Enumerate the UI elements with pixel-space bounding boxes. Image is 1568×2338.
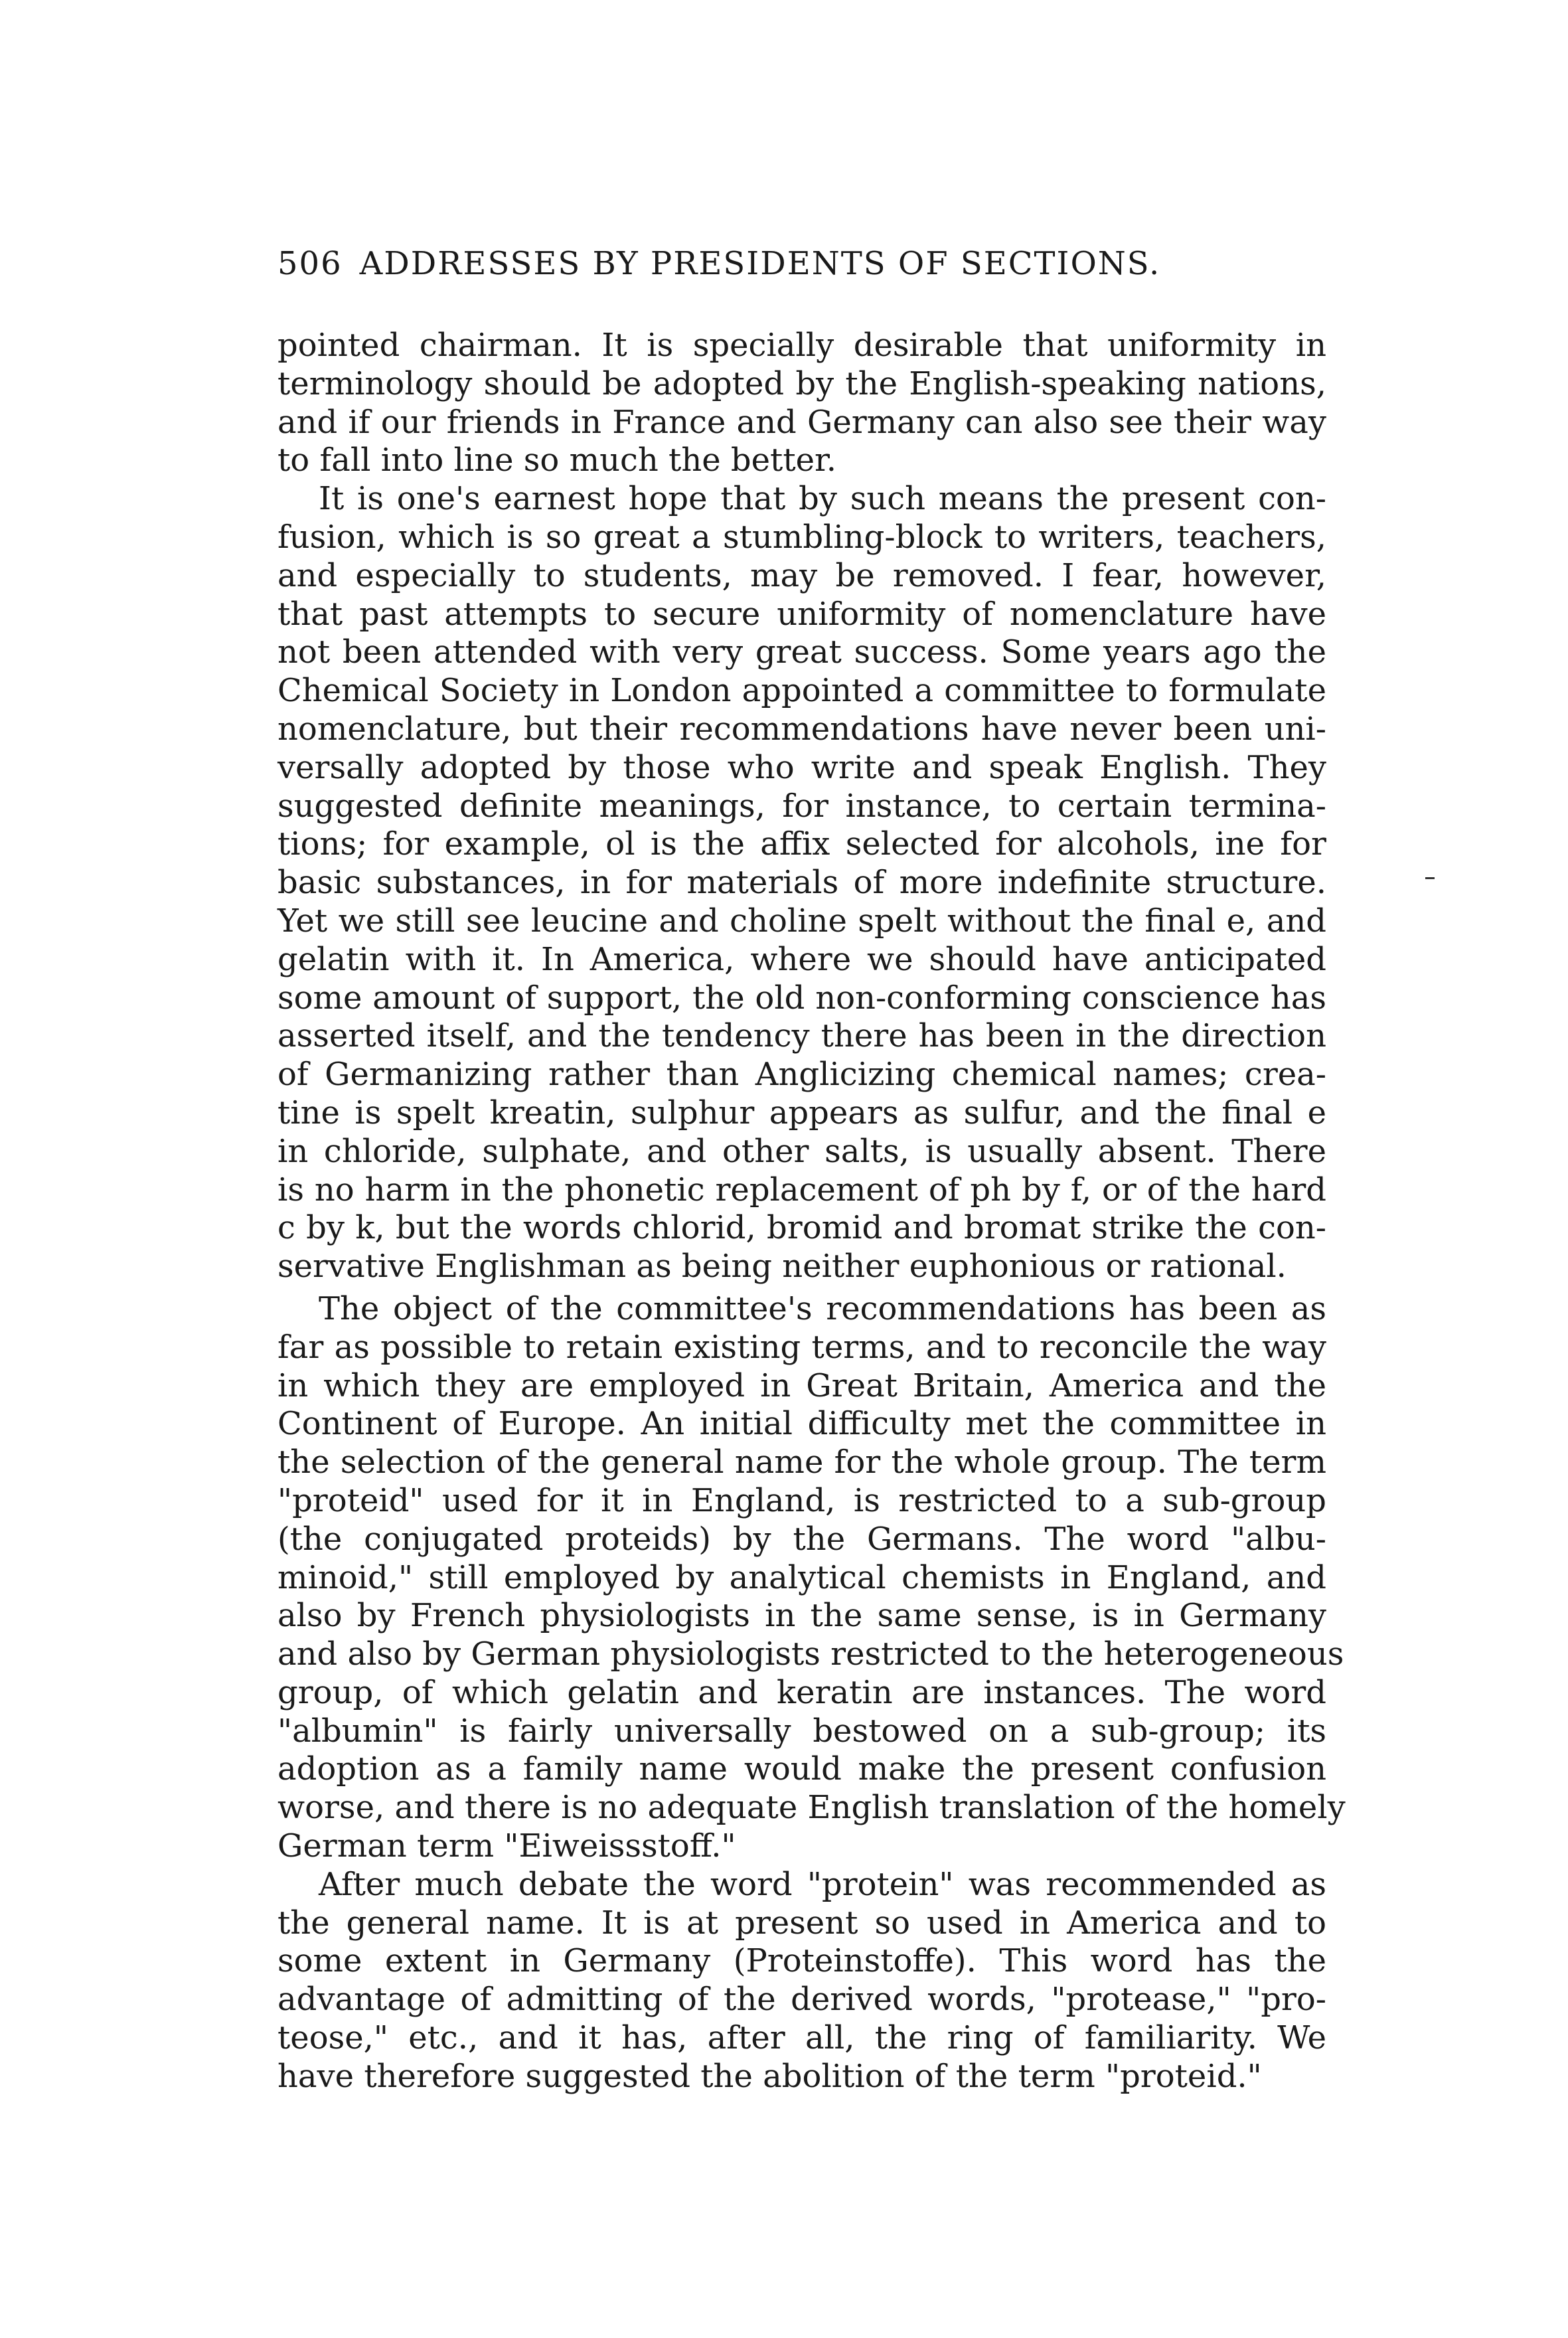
text-line: c by k, but the words chlorid, bromid and bromat strike the con-: [277, 1209, 1326, 1247]
text-line: servative Englishman as being neither euphonious or rational.: [277, 1248, 1287, 1286]
text-line: basic substances, in for materials of more indefinite structure.: [277, 864, 1326, 902]
text-line: It is one's earnest hope that by such means the present con-: [319, 480, 1326, 518]
text-line: suggested definite meanings, for instance, to certain termina-: [277, 787, 1326, 825]
text-line: some extent in Germany (Proteinstoffe). This word has the: [277, 1942, 1326, 1980]
text-line: have therefore suggested the abolition of the term "proteid.": [277, 2057, 1262, 2095]
body-text: [277, 327, 1346, 2096]
text-line: Continent of Europe. An initial difficulty met the committee in: [277, 1405, 1326, 1443]
text-line: in chloride, sulphate, and other salts, is usually absent. There: [277, 1132, 1326, 1170]
text-line: in which they are employed in Great Britain, America and the: [277, 1367, 1326, 1404]
text-line: is no harm in the phonetic replacement of ph by f, or of the hard: [277, 1171, 1326, 1209]
text-line: tine is spelt kreatin, sulphur appears as sulfur, and the final e: [277, 1094, 1326, 1131]
running-head: [277, 244, 1326, 284]
text-line: adoption as a family name would make the present confusion: [277, 1750, 1326, 1788]
text-line: and if our friends in France and Germany can also see their way: [277, 403, 1326, 441]
text-line: (the conjugated proteids) by the Germans. The word "albu-: [277, 1520, 1326, 1558]
text-line: The object of the committee's recommendations has been as: [319, 1290, 1326, 1327]
text-line: the general name. It is at present so used in America and to: [277, 1904, 1326, 1942]
text-line: group, of which gelatin and keratin are instances. The word: [277, 1673, 1326, 1711]
text-line: terminology should be adopted by the English-speaking nations,: [277, 365, 1326, 402]
text-line: tions; for example, ol is the affix selected for alcohols, ine for: [277, 825, 1326, 863]
text-line: "proteid" used for it in England, is restricted to a sub-group: [277, 1481, 1326, 1519]
text-line: that past attempts to secure uniformity of nomenclature have: [277, 595, 1326, 633]
text-line: worse, and there is no adequate English translation of the homely: [277, 1789, 1346, 1827]
text-line: "albumin" is fairly universally bestowed on a sub-group; its: [277, 1712, 1326, 1750]
text-line: teose," etc., and it has, after all, the ring of familiarity. We: [277, 2019, 1326, 2057]
running-title: ADDRESSES BY PRESIDENTS OF SECTIONS.: [359, 245, 1161, 282]
text-line: gelatin with it. In America, where we should have anticipated: [277, 940, 1326, 978]
text-line: Chemical Society in London appointed a committee to formulate: [277, 672, 1326, 710]
text-line: far as possible to retain existing terms, and to reconcile the way: [277, 1328, 1326, 1366]
text-line: fusion, which is so great a stumbling-block to writers, teachers,: [277, 518, 1326, 556]
text-line: of Germanizing rather than Anglicizing chemical names; crea-: [277, 1056, 1326, 1094]
text-line: German term "Eiweissstoff.": [277, 1827, 736, 1865]
text-line: versally adopted by those who write and speak English. They: [277, 748, 1326, 786]
text-line: Yet we still see leucine and choline spelt without the final e, and: [277, 902, 1326, 940]
text-line: also by French physiologists in the same sense, is in Germany: [277, 1597, 1326, 1635]
text-line: and also by German physiologists restricted to the heterogeneous: [277, 1635, 1344, 1673]
text-line: some amount of support, the old non-conforming conscience has: [277, 979, 1326, 1017]
margin-mark: [1425, 877, 1435, 879]
text-line: asserted itself, and the tendency there has been in the direction: [277, 1017, 1326, 1055]
text-line: advantage of admitting of the derived words, "protease," "pro-: [277, 1981, 1326, 2019]
text-line: and especially to students, may be removed. I fear, however,: [277, 556, 1326, 594]
page-number: 506: [277, 245, 343, 282]
text-line: to fall into line so much the better.: [277, 442, 836, 479]
text-line: the selection of the general name for the whole group. The term: [277, 1444, 1326, 1481]
text-line: not been attended with very great success. Some years ago the: [277, 633, 1326, 671]
text-line: minoid," still employed by analytical chemists in England, and: [277, 1558, 1326, 1596]
text-line: After much debate the word "protein" was recommended as: [319, 1865, 1326, 1903]
text-line: nomenclature, but their recommendations have never been uni-: [277, 710, 1326, 748]
text-line: pointed chairman. It is specially desirable that uniformity in: [277, 327, 1326, 364]
